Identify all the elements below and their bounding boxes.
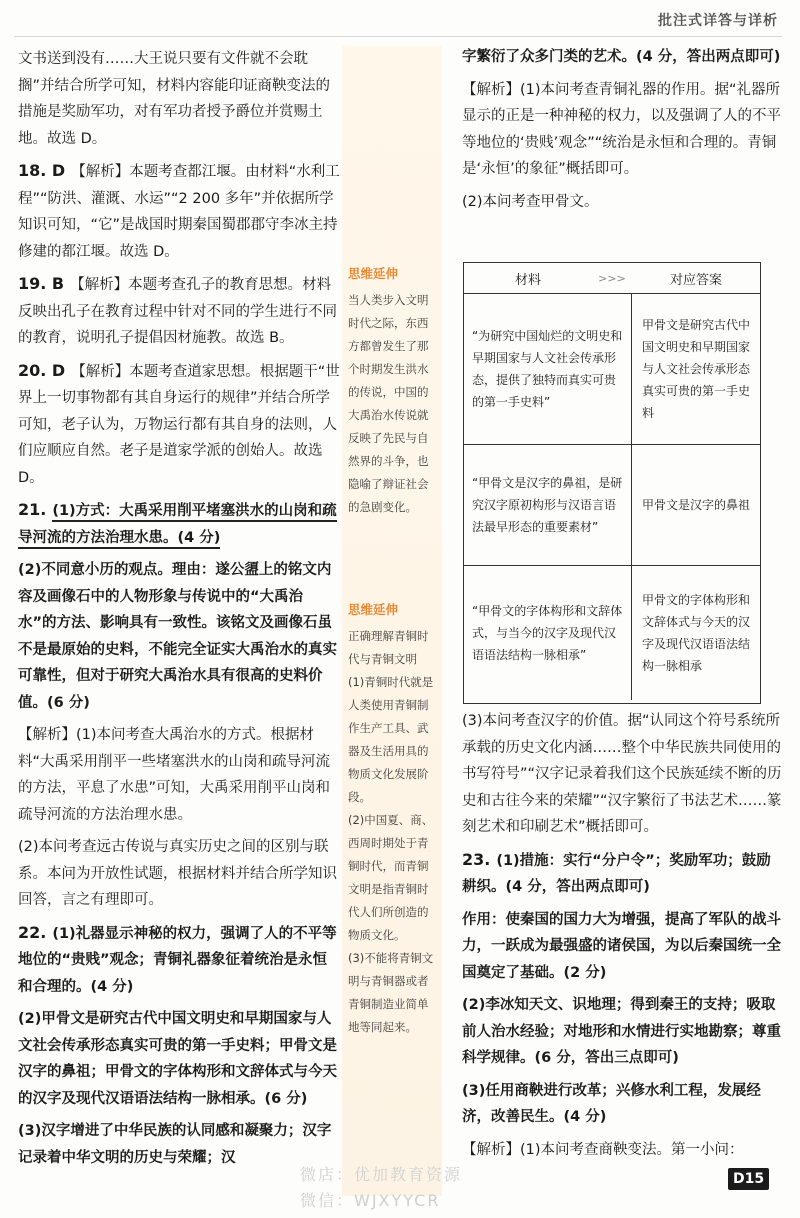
table-row [464,294,760,445]
answer-text: 【解析】本题考查道家思想。根据题干“世界上一切事物都有其自身运行的规律”并结合所学可知，老子认为，万物运行都有其自身的法则，人们应顺应自然。老子是道家学派的创始人。故选 D。 [18,363,340,486]
table-cell-material: “甲骨文是汉字的鼻祖，是研究汉字原初构形与汉语言语法最早形态的重要素材” [464,445,632,565]
right-column-lower [462,708,782,1169]
answer-key: (2)不同意小历的观点。理由：遂公盨上的铭文内容及画像石中的人物形象与传说中的“大禹治水”的方法、影响具有一致性。该铭文及画像石虽不是最原始的史料，不能完全证实大禹治水的真实可靠性，但对于研究大禹治水具有很高的史料价值。(6 分) [18,562,337,711]
answer-key: (1)措施：实行“分户令”；奖励军功；鼓励耕织。(4 分，答出两点即可) [462,852,771,895]
answer-key: (1)方式：大禹采用削平堵塞洪水的山岗和疏导河流的方法治理水患。(4 分) [18,503,337,549]
answer-key: (2)甲骨文是研究古代中国文明史和早期国家与人文社会传承形态真实可贵的第一手史料；甲骨文是汉字的鼻祖；甲骨文的字体构形和文辞体式与今天的汉字及现代汉语语法结构一脉相承。(6 分) [18,1011,337,1107]
margin-note-title: 思维延伸 [348,602,399,617]
table-header-material: 材料 [514,272,541,288]
answer-text: 【解析】本题考查孔子的教育思想。材料反映出孔子在教育过程中针对不同的学生进行不同的教育，说明孔子提倡因材施教。故选 B。 [18,277,337,346]
watermark [300,1162,462,1214]
answer-21 [18,497,340,551]
analysis-text: 【解析】(1)本问考查商鞅变法。第一小问： [462,1141,744,1158]
table-row [464,445,760,566]
answer-23 [462,847,782,901]
page-number: D15 [728,1168,769,1190]
answer-key: (3)任用商鞅进行改革；兴修水利工程，发展经济，改善民生。(4 分) [462,1082,761,1125]
margin-note-text: (3)不能将青铜文明与青铜器或者青铜制造业简单地等同起来。 [348,951,434,1034]
margin-note-title: 思维延伸 [348,266,399,281]
table-cell-answer: 甲骨文是研究古代中国文明史和早期国家与人文社会传承形态真实可贵的第一手史料 [642,318,751,420]
answer-key: 作用：使秦国的国力大为增强，提高了军队的战斗力，一跃成为最强盛的诸侯国，为以后秦国统一全国奠定了基础。(2 分) [462,911,781,981]
header-rule [14,36,782,37]
answer-key: (1)礼器显示神秘的权力，强调了人的不平等地位的“贵贱”观念；青铜礼器象征着统治是永恒和合理的。(4 分) [18,925,337,995]
answer-20 [18,358,340,492]
watermark-line: 微店：优加教育资源 [300,1165,463,1184]
answer-text: 【解析】本题考查都江堰。由材料“水利工程”“防洪、灌溉、水运”“2 200 多年”并依据所学知识可知，“它”是战国时期秦国蜀郡郡守李冰主持修建的都江堰。故选 D。 [18,164,340,260]
margin-note-text: (2)中国夏、商、西周时期处于青铜时代，而青铜文明是指青铜时代人们所创造的物质文化。 [348,813,434,942]
question-number: 20. D [18,360,66,380]
margin-note-1 [348,262,438,519]
analysis-text: (2)本问考查甲骨文。 [462,193,599,210]
answer-text: 文书送到没有……大王说只要有文件就不会耽搁”并结合所学可知，材料内容能印证商鞅变法的措施是奖励军功，对有军功者授予爵位并赏赐土地。故选 D。 [18,51,331,147]
answer-key: (3)汉字增进了中华民族的认同感和凝聚力；汉字记录着中华文明的历史与荣耀；汉 [18,1123,332,1166]
question-number: 21. [18,500,47,519]
table-cell-answer: 甲骨文的字体构形和文辞体式与今天的汉字及现代汉语语法结构一脉相承 [642,593,751,673]
table-cell-answer: 甲骨文是汉字的鼻祖 [642,498,751,512]
arrow-icon: >>> [598,271,626,285]
analysis-text: 【解析】(1)本问考查大禹治水的方式。根据材料“大禹采用削平一些堵塞洪水的山岗和疏导河流的方法，平息了水患”可知，大禹采用削平山岗和疏导河流的方法治理水患。 [18,727,331,823]
margin-note-text: (1)青铜时代就是人类使用青铜制作生产工具、武器及生活用具的物质文化发展阶段。 [348,675,434,804]
material-answer-table [463,262,761,704]
margin-note-text: 正确理解青铜时代与青铜文明 [348,629,429,666]
answer-22 [18,920,340,1001]
answer-19 [18,271,340,352]
analysis-text: (3)本问考查汉字的价值。据“认同这个符号系统所承载的历史文化内涵……整个中华民族共同使用的书写符号”“汉字记录着我们这个民族延续不断的历史和古往今来的荣耀”“汉字繁衍了书法艺术……篆刻艺术和印刷艺术”概括即可。 [462,713,782,835]
table-cell-material: “为研究中国灿烂的文明史和早期国家与人文社会传承形态，提供了独特而真实可贵的第一手史料” [464,294,632,444]
analysis-text: 【解析】(1)本问考查青铜礼器的作用。据“礼器所显示的正是一种神秘的权力，以及强调了人的不平等地位的‘贵贱’观念”“统治是永恒和合理的。青铜是‘永恒’的象征”概括即可。 [462,81,781,177]
question-number: 22. [18,922,47,942]
running-header: 批注式详答与详析 [658,13,778,29]
left-column [18,46,340,1177]
answer-key: 字繁衍了众多门类的艺术。(4 分，答出两点即可) [462,49,781,65]
table-header-answer: 对应答案 [669,272,722,288]
analysis-text: (2)本问考查远古传说与真实历史之间的区别与联系。本问为开放性试题，根据材料并结合所学知识回答，言之有理即可。 [18,839,337,908]
watermark-line: 微信：WJXYYCR [300,1191,441,1210]
question-number: 19. B [18,274,65,293]
question-number: 18. D [18,161,66,180]
table-cell-material: “甲骨文的字体构形和文辞体式，与当今的汉字及现代汉语语法结构一脉相承” [464,566,632,700]
margin-note-text: 当人类步入文明时代之际，东西方都曾发生了那个时期发生洪水的传说，中国的大禹治水传说就反映了先民与自然界的斗争，也隐喻了辩证社会的急剧变化。 [348,293,429,514]
margin-note-2 [348,598,438,1039]
table-row [464,566,760,700]
answer-18 [18,158,340,265]
right-column [462,44,782,221]
table-header [464,263,760,294]
question-number: 23. [462,849,491,869]
answer-key: (2)李冰知天文、识地理；得到秦王的支持；吸取前人治水经验；对地形和水情进行实地勘察；尊重科学规律。(6 分，答出三点即可) [462,997,781,1066]
